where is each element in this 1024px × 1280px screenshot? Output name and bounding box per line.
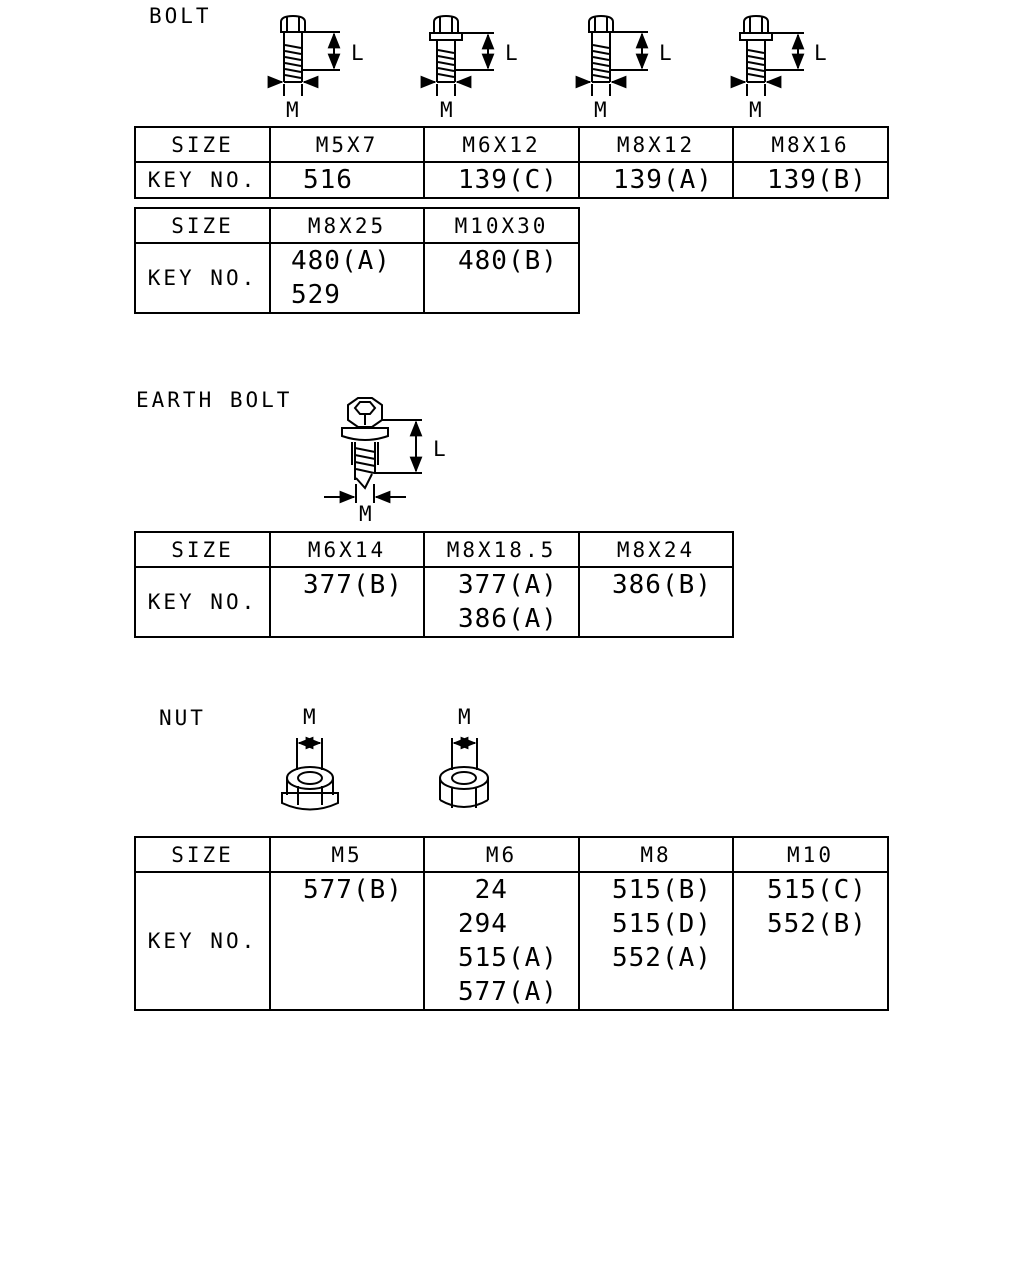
earth-bolt-size-table [134,531,734,638]
key-no-cell [579,872,733,1010]
size-cell: M10 [733,837,888,872]
key-no-value: 480(B) [458,246,558,276]
key-no-cell [733,162,888,198]
key-no-value: 515(B) [612,875,712,905]
size-cell: M8X12 [579,127,733,162]
key-no-value: 377(A) [458,570,558,600]
hex-nut-icon [440,738,488,808]
key-no-label: KEY NO. [135,162,270,198]
size-header-label: SIZE [135,532,270,567]
bolt3-diameter-label: M [594,98,607,122]
bolt-icon-m5x7 [270,16,340,96]
bolt-icon-m8x12 [578,16,648,96]
bolt3-length-label: L [659,41,672,65]
bolt-size-table-2 [134,207,580,314]
key-no-cell [270,162,424,198]
size-cell: M8X24 [579,532,733,567]
key-no-value: 377(B) [303,570,403,600]
key-no-value: 577(A) [458,977,558,1007]
key-no-value: 294 [458,909,508,939]
bolt4-length-label: L [814,41,827,65]
size-cell: M8X18.5 [424,532,579,567]
key-no-value: 515(C) [767,875,867,905]
key-no-value: 386(A) [458,604,558,634]
bolt1-diameter-label: M [286,98,299,122]
size-header-label: SIZE [135,127,270,162]
size-cell: M10X30 [424,208,579,243]
size-cell: M6X14 [270,532,424,567]
key-no-label: KEY NO. [135,872,270,1010]
key-no-value: 386(B) [612,570,712,600]
key-no-cell [270,243,424,313]
key-no-cell [270,872,424,1010]
key-no-value: 515(A) [458,943,558,973]
bolt-section-title: BOLT [149,4,212,28]
key-no-value: 515(D) [612,909,712,939]
size-header-label: SIZE [135,208,270,243]
size-cell: M5X7 [270,127,424,162]
bolt1-length-label: L [351,41,364,65]
size-cell: M5 [270,837,424,872]
bolt-icon-m8x16 [733,16,804,96]
key-no-cell [270,567,424,637]
earth-bolt-icon [324,398,422,503]
key-no-value: 552(B) [767,909,867,939]
nut2-diameter-label: M [458,705,471,729]
key-no-cell [424,162,579,198]
earth-bolt-length-label: L [433,437,446,461]
key-no-value: 480(A) [291,246,391,276]
key-no-cell [579,162,733,198]
nut1-diameter-label: M [303,705,316,729]
key-no-value: 139(A) [613,165,713,195]
size-cell: M8 [579,837,733,872]
key-no-label: KEY NO. [135,567,270,637]
key-no-value: 139(C) [458,165,558,195]
size-cell: M8X16 [733,127,888,162]
earth-bolt-section-title: EARTH BOLT [136,388,293,412]
nut-size-table [134,836,889,1011]
size-cell: M6X12 [424,127,579,162]
key-no-cell [424,872,579,1010]
key-no-value: 139(B) [767,165,867,195]
bolt4-diameter-label: M [749,98,762,122]
nut-section-title: NUT [159,706,206,730]
key-no-value: 24 [458,875,508,905]
key-no-value: 529 [291,280,341,310]
bolt-icon-m6x12 [423,16,494,96]
earth-bolt-diameter-label: M [359,502,372,526]
key-no-value: 552(A) [612,943,712,973]
size-cell: M6 [424,837,579,872]
key-no-value: 516 [303,165,353,195]
bolt2-diameter-label: M [440,98,453,122]
key-no-value: 577(B) [303,875,403,905]
flange-nut-icon [282,738,338,810]
key-no-cell [733,872,888,1010]
size-cell: M8X25 [270,208,424,243]
bolt2-length-label: L [505,41,518,65]
bolt-size-table-1 [134,126,889,199]
key-no-cell [424,243,579,313]
size-header-label: SIZE [135,837,270,872]
key-no-cell [424,567,579,637]
key-no-cell [579,567,733,637]
key-no-label: KEY NO. [135,243,270,313]
